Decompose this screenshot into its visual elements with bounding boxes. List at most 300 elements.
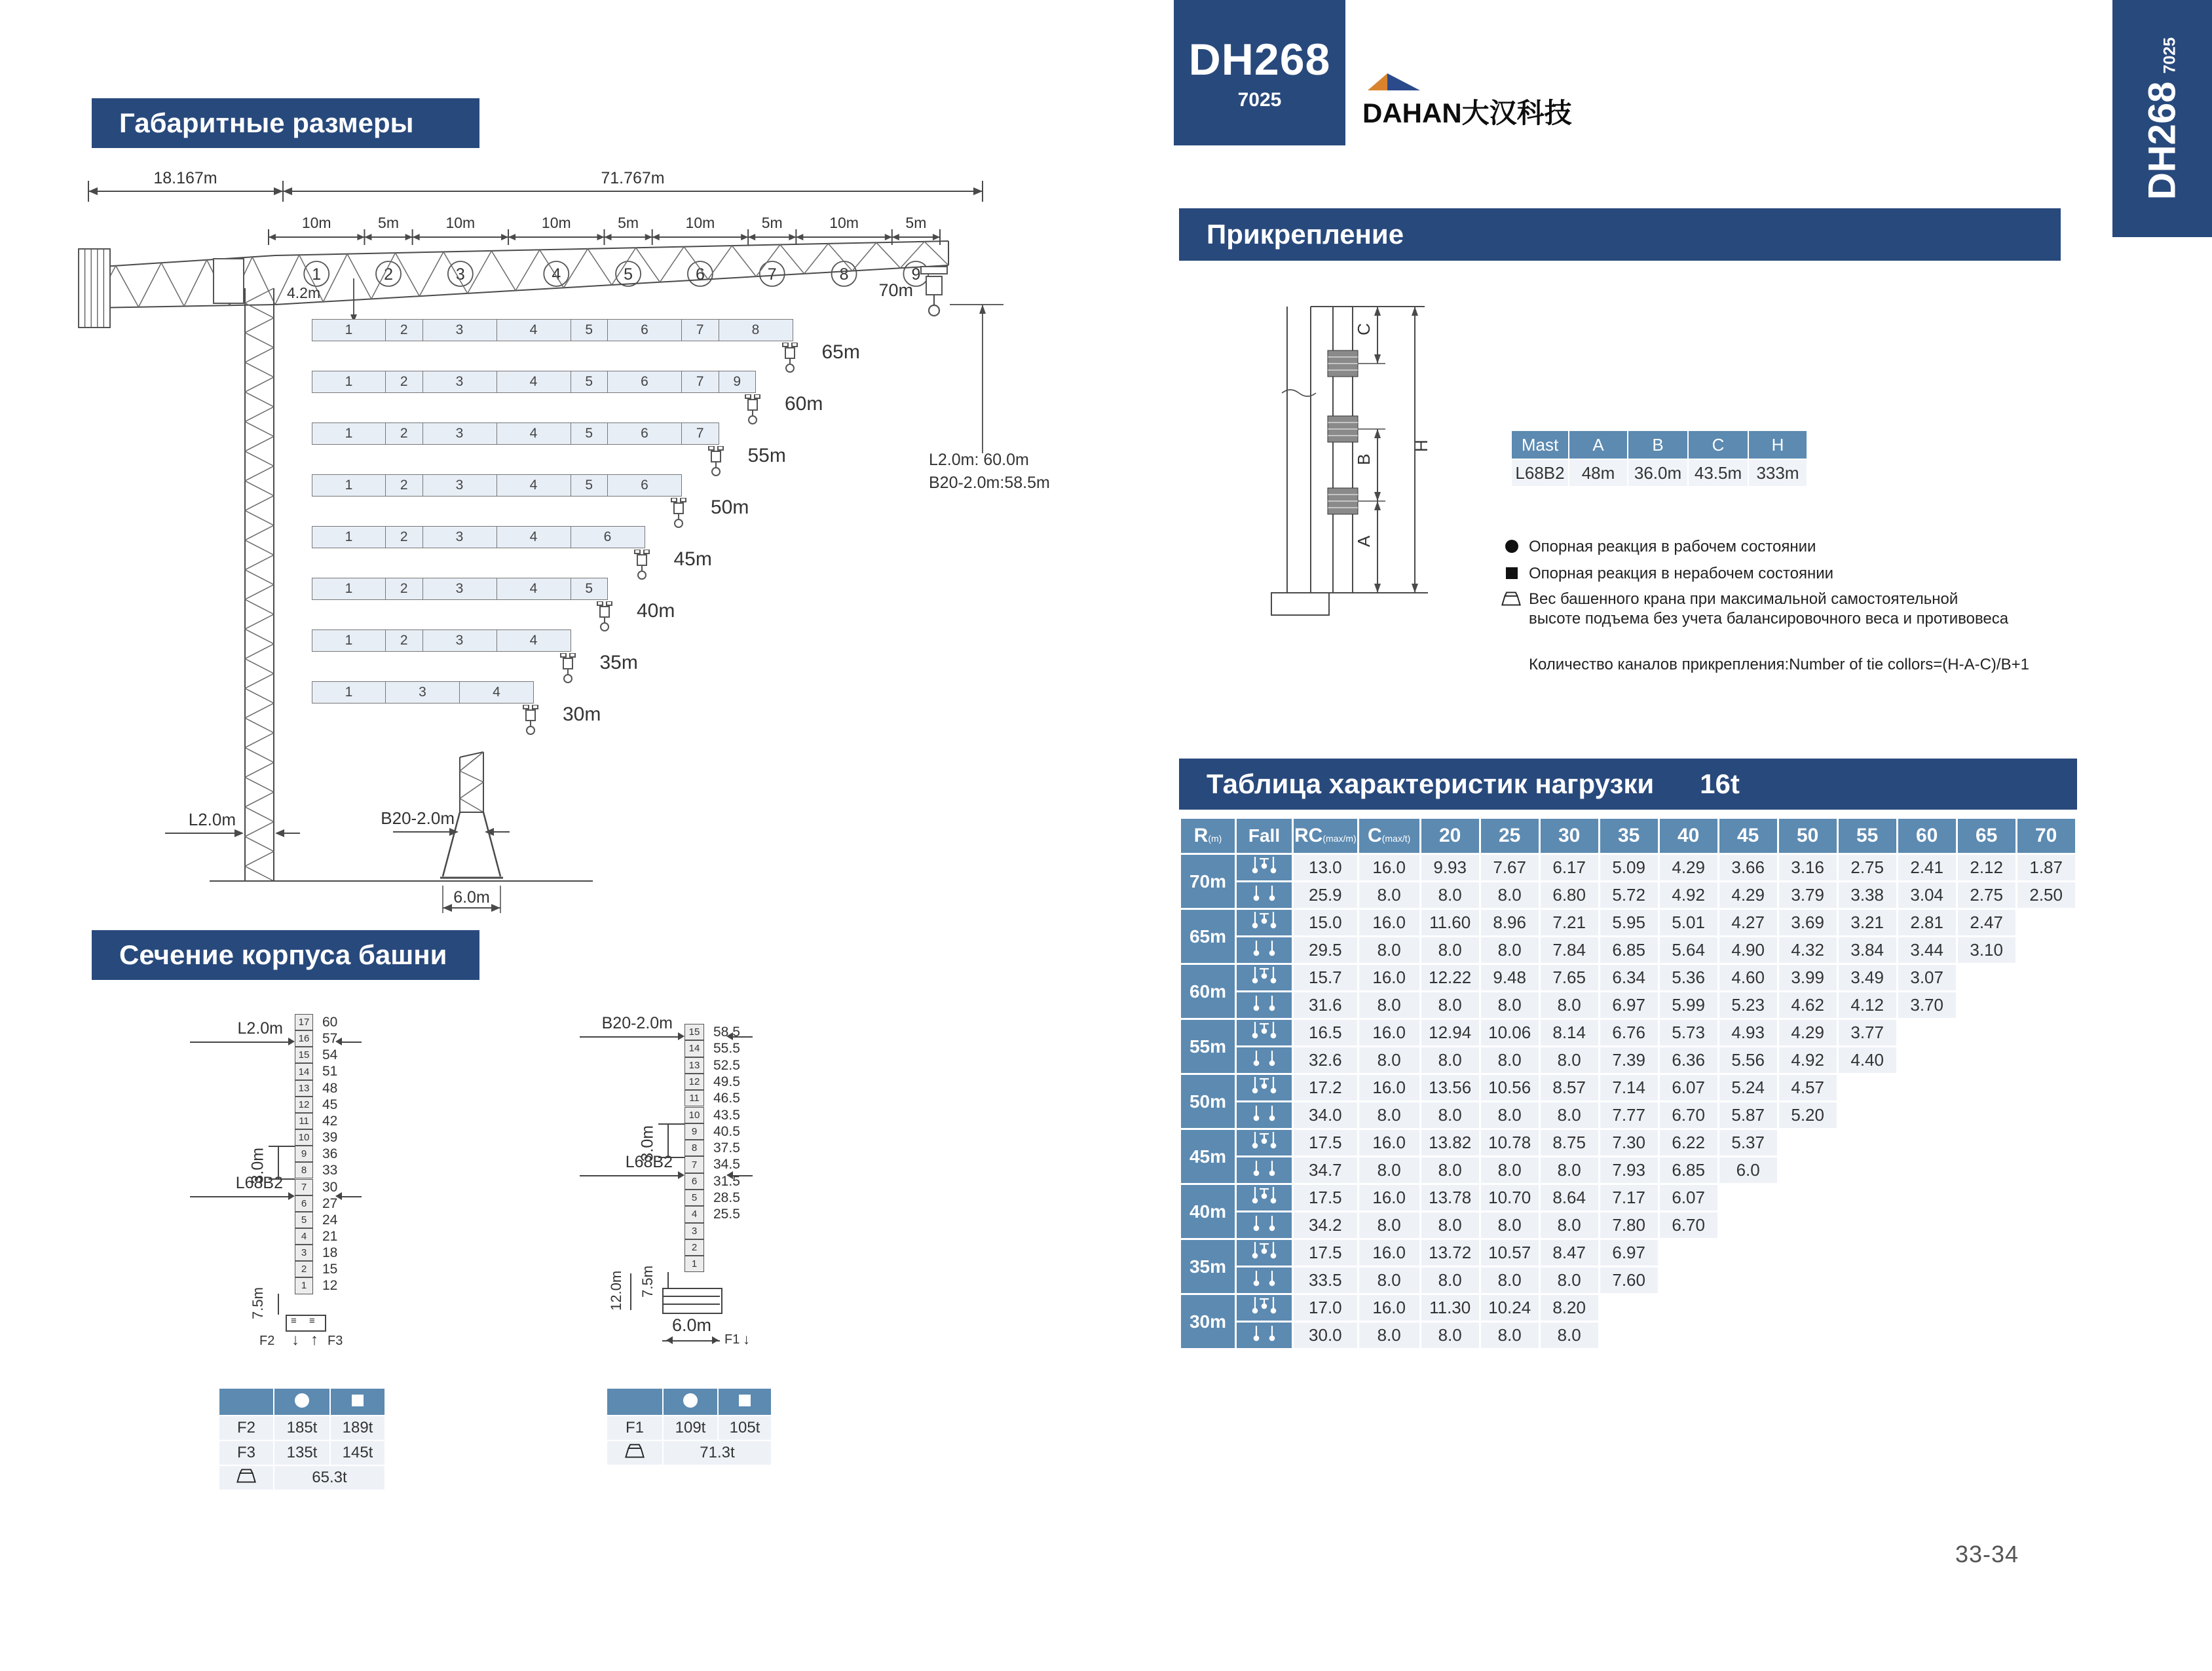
jib-section-cell: 4	[497, 629, 571, 652]
jib-section-cell: 2	[386, 319, 423, 341]
foundation-line	[662, 1296, 720, 1297]
leader-arrow	[288, 1192, 299, 1200]
table-row	[219, 1441, 384, 1465]
empty-cell	[1839, 1295, 1896, 1321]
jib-config-length-label: 30m	[563, 704, 601, 725]
mast-section-cell: 10	[684, 1107, 704, 1123]
load-value-cell: 2.12	[1958, 855, 2015, 880]
fall-cell	[1237, 1102, 1292, 1128]
load-value-cell: 13.78	[1421, 1185, 1479, 1211]
section-title-tower-section-label: Сечение корпуса башни	[119, 939, 447, 970]
height-label: 37.5	[713, 1140, 740, 1156]
height-label: 58.5	[713, 1024, 740, 1040]
load-value-cell: 8.0	[1481, 1267, 1539, 1293]
mast-table-cell: L68B2	[1512, 460, 1568, 486]
work-state-header	[274, 1389, 329, 1415]
jib-section-cell: 3	[423, 371, 497, 393]
table-row	[1512, 460, 1807, 486]
jib-length-cell: 60m	[1181, 965, 1235, 1018]
load-table-row	[1181, 910, 2075, 935]
mast-section-cell: 8	[295, 1162, 313, 1178]
jib-config-bar	[312, 474, 682, 497]
jib-section-cell: 5	[571, 422, 609, 445]
mast-section-cell: 8	[684, 1140, 704, 1156]
load-value-cell: 6.17	[1541, 855, 1598, 880]
empty-cell	[1839, 1185, 1896, 1211]
load-value-cell: 7.84	[1541, 937, 1598, 963]
empty-cell	[1898, 1047, 1956, 1073]
height-label: 52.5	[713, 1057, 740, 1073]
load-value-cell: 8.0	[1421, 1267, 1479, 1293]
reaction-idle-value: 145t	[331, 1441, 384, 1465]
load-value-cell: 12.94	[1421, 1020, 1479, 1045]
base-tower-type-label: B20-2.0m	[381, 808, 455, 828]
crane-weight-icon	[236, 1469, 256, 1483]
reactions-table-right	[606, 1387, 772, 1466]
load-value-cell: 7.21	[1541, 910, 1598, 935]
empty-cell	[1958, 1102, 2015, 1128]
load-value-cell: 2.41	[1898, 855, 1956, 880]
load-value-cell: 3.44	[1898, 937, 1956, 963]
load-value-cell: 3.66	[1719, 855, 1777, 880]
leader-line	[190, 1196, 290, 1197]
crane-weight-value: 71.3t	[664, 1441, 771, 1465]
empty-cell	[1898, 1102, 1956, 1128]
dim-arrow	[712, 1336, 722, 1344]
segment-dim: 10m	[541, 214, 571, 231]
reactions-blank-header	[219, 1389, 273, 1415]
brand-logo	[1362, 66, 1598, 131]
empty-cell	[1779, 1185, 1837, 1211]
load-value-cell: 5.36	[1660, 965, 1717, 990]
jib-config-bar	[312, 319, 793, 341]
c-max-value: 8.0	[1359, 992, 1419, 1018]
jib-config-length-label: 40m	[637, 600, 675, 622]
height-label: 27	[322, 1195, 338, 1211]
segment-dim: 5m	[378, 214, 400, 231]
jib-section-cell: 3	[423, 319, 497, 341]
load-table-row	[1181, 1240, 2075, 1266]
empty-cell	[2017, 1267, 2075, 1293]
c-max-value: 8.0	[1359, 1047, 1419, 1073]
col-header-radius-65: 65	[1958, 819, 2015, 853]
idle-state-icon	[739, 1395, 751, 1406]
fall-2-icon	[1250, 1048, 1279, 1068]
mast-section-cell: 2	[295, 1261, 313, 1277]
base-height-dim: 7.5m	[250, 1287, 266, 1319]
mast-section-cell: 4	[684, 1206, 704, 1222]
load-value-cell: 8.0	[1421, 882, 1479, 908]
load-value-cell: 4.29	[1779, 1020, 1837, 1045]
hook-icon	[670, 498, 687, 528]
empty-cell	[1958, 1185, 2015, 1211]
height-label: 21	[322, 1228, 338, 1244]
load-table-row	[1181, 1185, 2075, 1211]
load-value-cell: 5.72	[1600, 882, 1658, 908]
height-label: 34.5	[713, 1157, 740, 1173]
load-table-row	[1181, 1047, 2075, 1073]
load-value-cell: 8.0	[1541, 1102, 1598, 1128]
mast-section-cell: 6	[684, 1173, 704, 1190]
col-header-radius-55: 55	[1839, 819, 1896, 853]
section-title-tower-section	[92, 930, 479, 980]
load-value-cell: 5.64	[1660, 937, 1717, 963]
load-value-cell: 3.99	[1779, 965, 1837, 990]
load-value-cell: 10.24	[1481, 1295, 1539, 1321]
mast-section-cell: 6	[295, 1195, 313, 1212]
load-value-cell: 10.70	[1481, 1185, 1539, 1211]
rc-max-value: 17.5	[1294, 1240, 1357, 1266]
load-value-cell: 8.0	[1481, 1157, 1539, 1183]
load-value-cell: 7.65	[1541, 965, 1598, 990]
model-name: DH268	[1188, 35, 1331, 84]
load-value-cell: 9.48	[1481, 965, 1539, 990]
mast-section-cell: 5	[684, 1190, 704, 1206]
dim-line	[278, 1294, 279, 1315]
jib-section-cell: 4	[497, 371, 571, 393]
load-value-cell: 13.72	[1421, 1240, 1479, 1266]
mast-section-cell: 14	[684, 1040, 704, 1057]
rc-max-value: 30.0	[1294, 1323, 1357, 1348]
load-value-cell: 4.92	[1779, 1047, 1837, 1073]
fall-cell	[1237, 1020, 1292, 1045]
load-value-cell: 5.01	[1660, 910, 1717, 935]
leader-line	[580, 1175, 679, 1176]
load-value-cell: 3.07	[1898, 965, 1956, 990]
foundation-block	[662, 1288, 722, 1314]
load-value-cell: 6.70	[1660, 1102, 1717, 1128]
jib-length-cell: 65m	[1181, 910, 1235, 963]
hook-icon	[522, 705, 539, 735]
jib-length-cell: 35m	[1181, 1240, 1235, 1293]
jib-section-cell: 1	[312, 681, 386, 704]
load-value-cell: 4.93	[1719, 1020, 1777, 1045]
mast-section-cell: 3	[684, 1223, 704, 1239]
fall-4-icon	[1250, 966, 1279, 985]
jib-section-cell: 8	[719, 319, 793, 341]
load-value-cell: 4.29	[1719, 882, 1777, 908]
down-arrow-icon: ↓	[291, 1331, 299, 1349]
col-header-radius: R(m)	[1181, 819, 1235, 853]
jib-section-cell: 5	[571, 319, 609, 341]
logo-triangle-blue-icon	[1387, 73, 1420, 90]
mast-section-cell: 5	[295, 1212, 313, 1228]
height-label: 49.5	[713, 1074, 740, 1089]
height-label: 48	[322, 1080, 338, 1096]
segment-number: 1	[312, 265, 322, 284]
jib-section-cell: 2	[386, 629, 423, 652]
load-value-cell: 8.0	[1421, 1323, 1479, 1348]
load-value-cell: 8.14	[1541, 1020, 1598, 1045]
jib-section-cell: 3	[423, 474, 497, 497]
load-value-cell: 4.32	[1779, 937, 1837, 963]
col-header-radius-25: 25	[1481, 819, 1539, 853]
load-value-cell: 6.36	[1660, 1047, 1717, 1073]
base-width-dim: 6.0m	[672, 1315, 712, 1335]
section-title-load-table	[1179, 759, 2077, 810]
mast-type-label: L2.0m	[237, 1019, 283, 1038]
fall-cell	[1237, 855, 1292, 880]
frame-type-label: L68B2	[625, 1153, 673, 1171]
jib-note-line: L2.0m: 60.0m	[929, 451, 1029, 469]
jib-config-bar	[312, 681, 534, 704]
height-label: 42	[322, 1113, 338, 1129]
dim-tick	[269, 1146, 295, 1147]
height-label: 33	[322, 1163, 338, 1178]
base-width-dim: 6.0m	[453, 888, 490, 907]
load-value-cell: 5.95	[1600, 910, 1658, 935]
jib-section-cell: 3	[423, 422, 497, 445]
height-label: 36	[322, 1146, 338, 1162]
load-value-cell: 3.10	[1958, 937, 2015, 963]
leader-line	[190, 1042, 290, 1043]
load-value-cell: 8.0	[1421, 937, 1479, 963]
jib-section-cell: 1	[312, 319, 386, 341]
empty-cell	[2017, 910, 2075, 935]
mast-section-cell: 15	[684, 1024, 704, 1040]
foundation-depth-dim: 12.0m	[608, 1270, 624, 1311]
reaction-idle-value: 189t	[331, 1416, 384, 1440]
mast-section-cell: 9	[684, 1123, 704, 1140]
height-label: 39	[322, 1130, 338, 1146]
jib-length-cell: 30m	[1181, 1295, 1235, 1348]
mast-section-cell: 12	[295, 1097, 313, 1113]
work-state-icon	[295, 1393, 309, 1408]
jib-section-cell: 5	[571, 474, 609, 497]
load-value-cell: 5.23	[1719, 992, 1777, 1018]
dim-letter-c: C	[1354, 323, 1374, 335]
empty-cell	[1779, 1267, 1837, 1293]
empty-cell	[1898, 1185, 1956, 1211]
fall-cell	[1237, 1047, 1292, 1073]
load-value-cell: 7.60	[1600, 1267, 1658, 1293]
jib-config-bar	[312, 629, 571, 652]
empty-cell	[1719, 1240, 1777, 1266]
empty-cell	[1779, 1240, 1837, 1266]
load-value-cell: 1.87	[2017, 855, 2075, 880]
reaction-arrow-label: F1	[724, 1332, 740, 1347]
load-value-cell: 3.69	[1779, 910, 1837, 935]
fall-cell	[1237, 1323, 1292, 1348]
empty-cell	[1600, 1295, 1658, 1321]
load-value-cell: 5.24	[1719, 1075, 1777, 1100]
empty-cell	[2017, 992, 2075, 1018]
load-capacity-table	[1179, 817, 2077, 1350]
load-value-cell: 8.0	[1481, 992, 1539, 1018]
reaction-arrow-label: F3	[328, 1334, 343, 1348]
empty-cell	[1839, 1240, 1896, 1266]
load-table-row	[1181, 882, 2075, 908]
load-value-cell: 8.0	[1421, 1047, 1479, 1073]
load-value-cell: 12.22	[1421, 965, 1479, 990]
empty-cell	[1660, 1240, 1717, 1266]
empty-cell	[1898, 1157, 1956, 1183]
c-max-value: 16.0	[1359, 965, 1419, 990]
segment-dim: 10m	[829, 214, 859, 231]
rc-max-value: 33.5	[1294, 1267, 1357, 1293]
jib-length-cell: 45m	[1181, 1130, 1235, 1183]
load-value-cell: 8.0	[1481, 1047, 1539, 1073]
load-value-cell: 4.29	[1660, 855, 1717, 880]
empty-cell	[1779, 1212, 1837, 1238]
empty-cell	[1958, 1157, 2015, 1183]
fall-2-icon	[1250, 993, 1279, 1013]
jib-section-cell: 5	[571, 578, 609, 600]
fall-2-icon	[1250, 938, 1279, 958]
load-value-cell: 4.90	[1719, 937, 1777, 963]
c-max-value: 16.0	[1359, 1130, 1419, 1155]
jib-config-bar	[312, 422, 719, 445]
load-value-cell: 8.0	[1541, 1212, 1598, 1238]
section-title-attachment	[1179, 208, 2061, 261]
load-value-cell: 10.06	[1481, 1020, 1539, 1045]
segment-dim: 10m	[445, 214, 476, 231]
empty-cell	[2017, 1295, 2075, 1321]
segment-number: 8	[839, 265, 849, 284]
col-header-radius-35: 35	[1600, 819, 1658, 853]
empty-cell	[1779, 1295, 1837, 1321]
col-header-radius-20: 20	[1421, 819, 1479, 853]
load-value-cell: 8.0	[1541, 1267, 1598, 1293]
c-max-value: 8.0	[1359, 937, 1419, 963]
fall-cell	[1237, 1212, 1292, 1238]
load-value-cell: 4.62	[1779, 992, 1837, 1018]
load-value-cell: 7.17	[1600, 1185, 1658, 1211]
empty-cell	[1958, 1295, 2015, 1321]
fall-4-icon	[1250, 1186, 1279, 1205]
load-value-cell: 11.30	[1421, 1295, 1479, 1321]
col-header-radius-30: 30	[1541, 819, 1598, 853]
rc-max-value: 16.5	[1294, 1020, 1357, 1045]
legend-crane-weight: Вес башенного крана при максимальной самостоятельной высоте подъема без учета балансировочного веса и противовеса	[1529, 590, 2009, 628]
rc-max-value: 25.9	[1294, 882, 1357, 908]
fall-cell	[1237, 992, 1292, 1018]
load-value-cell: 4.12	[1839, 992, 1896, 1018]
jib-section-cell: 1	[312, 578, 386, 600]
reactions-blank-header	[607, 1389, 662, 1415]
load-value-cell: 13.56	[1421, 1075, 1479, 1100]
load-table-row	[1181, 1102, 2075, 1128]
load-value-cell: 8.75	[1541, 1130, 1598, 1155]
load-value-cell: 5.20	[1779, 1102, 1837, 1128]
work-state-header	[664, 1389, 717, 1415]
load-value-cell: 3.21	[1839, 910, 1896, 935]
load-table-row	[1181, 992, 2075, 1018]
tip-height-label: 70m	[878, 280, 913, 300]
rc-max-value: 34.7	[1294, 1157, 1357, 1183]
empty-cell	[1839, 1212, 1896, 1238]
leader-arrow	[288, 1038, 299, 1045]
load-table-row	[1181, 937, 2075, 963]
c-max-value: 16.0	[1359, 1185, 1419, 1211]
height-label: 51	[322, 1064, 338, 1080]
c-max-value: 16.0	[1359, 1020, 1419, 1045]
dim-tick	[658, 1157, 684, 1158]
base-height-dim: 7.5m	[639, 1266, 656, 1298]
empty-cell	[1779, 1157, 1837, 1183]
load-table-row	[1181, 855, 2075, 880]
mast-section-cell: 3	[295, 1245, 313, 1261]
fall-cell	[1237, 1295, 1292, 1321]
load-value-cell: 4.60	[1719, 965, 1777, 990]
height-label: 54	[322, 1047, 338, 1063]
load-value-cell: 8.0	[1481, 1323, 1539, 1348]
fall-4-icon	[1250, 911, 1279, 930]
load-value-cell: 9.93	[1421, 855, 1479, 880]
mast-type-label: B20-2.0m	[601, 1014, 673, 1032]
c-max-value: 8.0	[1359, 1157, 1419, 1183]
jib-section-cell: 9	[719, 371, 757, 393]
fall-cell	[1237, 965, 1292, 990]
load-table-row	[1181, 1075, 2075, 1100]
fall-cell	[1237, 1157, 1292, 1183]
jib-section-cell: 6	[608, 371, 682, 393]
jib-config-length-label: 45m	[673, 548, 712, 570]
col-header-fall: Fall	[1237, 819, 1292, 853]
empty-cell	[2017, 965, 2075, 990]
load-value-cell: 3.16	[1779, 855, 1837, 880]
tie-collar-blocks	[1328, 350, 1358, 514]
table-row	[607, 1441, 771, 1465]
empty-cell	[1958, 1020, 2015, 1045]
page-number: 33-34	[1955, 1541, 2019, 1568]
empty-cell	[1600, 1323, 1658, 1348]
load-value-cell: 6.97	[1600, 1240, 1658, 1266]
fall-4-icon	[1250, 1131, 1279, 1150]
load-value-cell: 6.97	[1600, 992, 1658, 1018]
load-value-cell: 8.0	[1421, 1102, 1479, 1128]
empty-cell	[1898, 1267, 1956, 1293]
section-title-dimensions	[92, 98, 479, 148]
fall-cell	[1237, 937, 1292, 963]
fall-2-icon	[1250, 1323, 1279, 1343]
empty-cell	[1958, 992, 2015, 1018]
mast-section-cell: 2	[684, 1239, 704, 1256]
empty-cell	[2017, 937, 2075, 963]
empty-cell	[1839, 1157, 1896, 1183]
empty-cell	[1719, 1295, 1777, 1321]
jib-section-cell: 1	[312, 526, 386, 548]
height-label: 30	[322, 1179, 338, 1195]
dim-letter-b: B	[1354, 453, 1374, 465]
load-table-row	[1181, 1020, 2075, 1045]
load-value-cell: 7.80	[1600, 1212, 1658, 1238]
attachment-diagram	[1267, 295, 1490, 662]
load-value-cell: 5.09	[1600, 855, 1658, 880]
empty-cell	[2017, 1212, 2075, 1238]
empty-cell	[1719, 1212, 1777, 1238]
jib-section-cell: 4	[497, 474, 571, 497]
c-max-value: 8.0	[1359, 1102, 1419, 1128]
fall-cell	[1237, 1267, 1292, 1293]
load-value-cell: 8.0	[1541, 1157, 1598, 1183]
height-label: 31.5	[713, 1173, 740, 1189]
load-value-cell: 4.40	[1839, 1047, 1896, 1073]
cab	[214, 259, 244, 303]
hook-icon	[781, 343, 798, 373]
empty-cell	[2017, 1130, 2075, 1155]
jib-section-cell: 7	[682, 371, 719, 393]
segment-number: 7	[767, 265, 777, 284]
segment-dim: 5m	[761, 214, 783, 231]
jib-section-cell: 3	[423, 629, 497, 652]
segment-number: 3	[455, 265, 465, 284]
down-arrow-icon: ↓	[743, 1331, 750, 1347]
hook-icon	[559, 653, 576, 683]
load-value-cell: 2.75	[1958, 882, 2015, 908]
up-arrow-icon: ↑	[310, 1331, 318, 1349]
reaction-work-value: 185t	[274, 1416, 329, 1440]
